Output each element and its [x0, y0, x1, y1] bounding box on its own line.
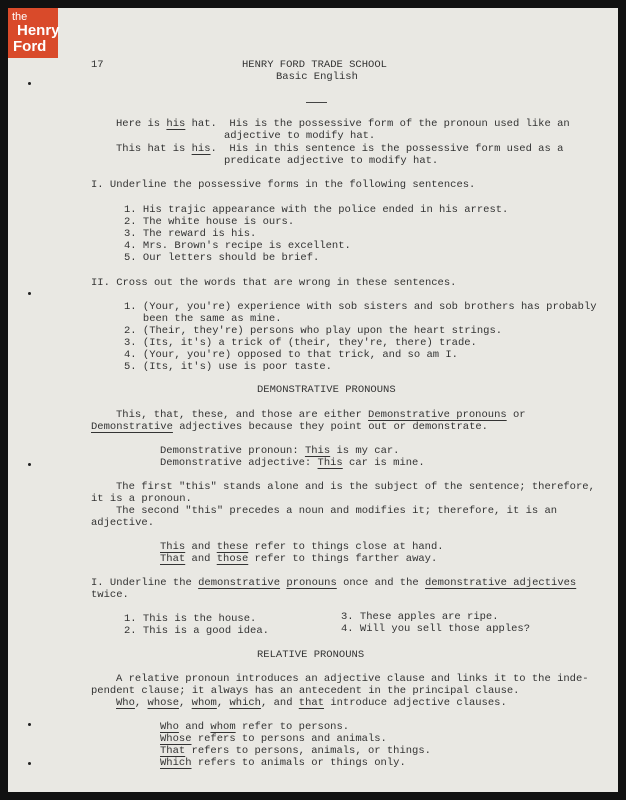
example-adjective: Demonstrative adjective: This car is mine. — [160, 457, 425, 469]
exercise1-heading: I. Underline the possessive forms in the following sentences. — [91, 179, 476, 191]
list-item: 4. Mrs. Brown's recipe is excellent. — [124, 240, 351, 252]
margin-dot — [28, 82, 31, 85]
school-title: HENRY FORD TRADE SCHOOL — [242, 59, 387, 71]
list-item: 3. These apples are ripe. — [341, 611, 499, 623]
list-item: 5. (Its, it's) use is poor taste. — [124, 361, 332, 373]
demonstrative-exercise-line-1: I. Underline the demonstrative pronouns once and the demonstrative adjectives — [91, 577, 577, 589]
explanation-line-1: The first "this" stands alone and is the subject of the sentence; therefore, — [116, 481, 595, 493]
list-item: 1. This is the house. — [124, 613, 257, 625]
henry-ford-logo — [8, 8, 58, 58]
margin-dot — [28, 292, 31, 295]
intro-line-4: predicate adjective to modify hat. — [224, 155, 439, 167]
list-item: 5. Our letters should be brief. — [124, 252, 320, 264]
list-item: 1. (Your, you're) experience with sob sisters and sob brothers has probably — [124, 301, 597, 313]
logo-text-henry: Henry — [17, 22, 60, 39]
intro-line-2: adjective to modify hat. — [224, 130, 376, 142]
relative-para-line-2: pendent clause; it always has an antecedent in the principal clause. — [91, 685, 520, 697]
list-item: 3. (Its, it's) a trick of (their, they're, there) trade. — [124, 337, 477, 349]
explanation-line-2: it is a pronoun. — [91, 493, 192, 505]
relative-rule-4: Which refers to animals or things only. — [160, 757, 406, 769]
margin-dot — [28, 463, 31, 466]
page-number: 17 — [91, 59, 104, 71]
header-divider — [306, 102, 327, 103]
explanation-line-3: The second "this" precedes a noun and modifies it; therefore, it is an — [116, 505, 558, 517]
relative-para-line-1: A relative pronoun introduces an adjective clause and links it to the inde- — [116, 673, 589, 685]
list-item: 3. The reward is his. — [124, 228, 257, 240]
relative-para-line-3: Who, whose, whom, which, and that introduce adjective clauses. — [116, 697, 507, 709]
demonstrative-exercise-line-2: twice. — [91, 589, 129, 601]
relative-rule-3: That refers to persons, animals, or things. — [160, 745, 431, 757]
exercise2-heading: II. Cross out the words that are wrong in these sentences. — [91, 277, 457, 289]
rule-near: This and these refer to things close at hand. — [160, 541, 444, 553]
relative-rule-1: Who and whom refer to persons. — [160, 721, 350, 733]
margin-dot — [28, 723, 31, 726]
logo-text-ford: Ford — [13, 38, 47, 55]
relative-rule-2: Whose refers to persons and animals. — [160, 733, 387, 745]
demonstrative-para-line-1: This, that, these, and those are either Demonstrative pronouns or — [116, 409, 526, 421]
example-pronoun: Demonstrative pronoun: This is my car. — [160, 445, 400, 457]
intro-line-3: This hat is his. His in this sentence is the possessive form used as a — [116, 143, 564, 155]
list-item: been the same as mine. — [124, 313, 282, 325]
rule-far: That and those refer to things farther away. — [160, 553, 438, 565]
list-item: 4. Will you sell those apples? — [341, 623, 531, 635]
explanation-line-4: adjective. — [91, 517, 155, 529]
subject-title: Basic English — [276, 71, 358, 83]
list-item: 2. This is a good idea. — [124, 625, 269, 637]
list-item: 2. (Their, they're) persons who play upon the heart strings. — [124, 325, 503, 337]
demonstrative-para-line-2: Demonstrative adjectives because they point out or demonstrate. — [91, 421, 488, 433]
demonstrative-title: DEMONSTRATIVE PRONOUNS — [257, 384, 396, 396]
margin-dot — [28, 762, 31, 765]
relative-title: RELATIVE PRONOUNS — [257, 649, 365, 661]
intro-line-1: Here is his hat. His is the possessive form of the pronoun used like an — [116, 118, 570, 130]
logo-text-the: the — [12, 11, 28, 23]
list-item: 4. (Your, you're) opposed to that trick, and so am I. — [124, 349, 458, 361]
list-item: 2. The white house is ours. — [124, 216, 295, 228]
list-item: 1. His trajic appearance with the police ended in his arrest. — [124, 204, 509, 216]
